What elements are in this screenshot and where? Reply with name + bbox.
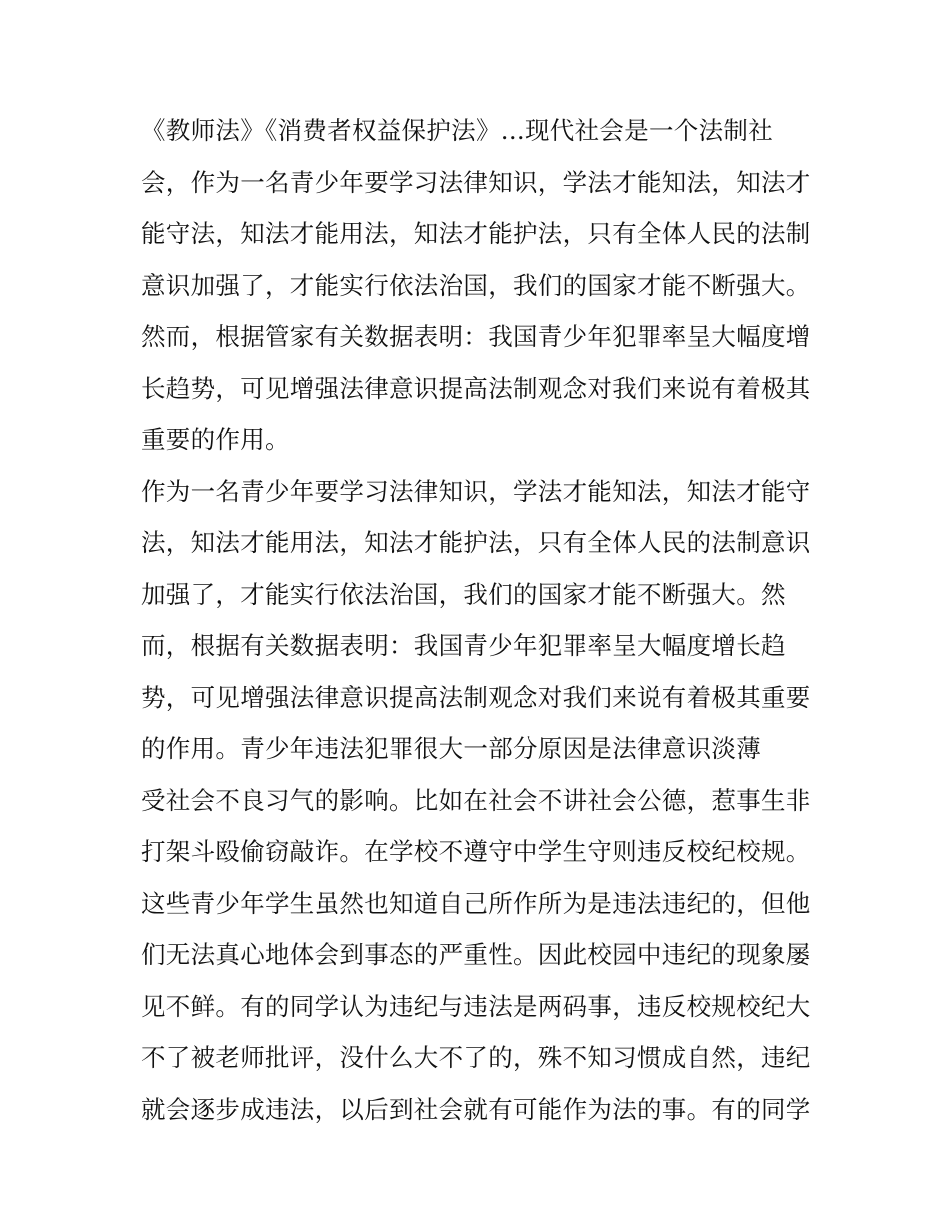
text-line: 然而，根据管家有关数据表明：我国青少年犯罪率呈大幅度增 — [141, 322, 811, 351]
text-line: 能守法，知法才能用法，知法才能护法，只有全体人民的法制 — [141, 219, 811, 248]
text-line: 法，知法才能用法，知法才能护法，只有全体人民的法制意识 — [141, 528, 811, 557]
text-line: 《教师法》《消费者权益保护法》...现代社会是一个法制社 — [141, 116, 774, 145]
text-line: 不了被老师批评，没什么大不了的，殊不知习惯成自然，违纪 — [141, 1043, 811, 1072]
text-line: 这些青少年学生虽然也知道自己所作所为是违法违纪的，但他 — [141, 888, 811, 918]
text-line: 就会逐步成违法，以后到社会就有可能作为法的事。有的同学 — [141, 1094, 811, 1124]
text-line: 们无法真心地体会到事态的严重性。因此校园中违纪的现象屡 — [141, 940, 811, 969]
text-line: 长趋势，可见增强法律意识提高法制观念对我们来说有着极其 — [141, 373, 811, 403]
text-line: 打架斗殴偷窃敲诈。在学校不遵守中学生守则违反校纪校规。 — [141, 837, 811, 866]
document-text — [141, 105, 821, 1135]
text-line: 会，作为一名青少年要学习法律知识，学法才能知法，知法才 — [141, 167, 811, 197]
text-line: 重要的作用。 — [141, 425, 290, 454]
text-line: 而，根据有关数据表明：我国青少年犯罪率呈大幅度增长趋 — [141, 631, 786, 660]
text-line: 受社会不良习气的影响。比如在社会不讲社会公德，惹事生非 — [141, 785, 811, 815]
text-line: 意识加强了，才能实行依法治国，我们的国家才能不断强大。 — [141, 270, 811, 300]
text-line: 加强了，才能实行依法治国，我们的国家才能不断强大。然 — [141, 579, 786, 609]
text-line: 作为一名青少年要学习法律知识，学法才能知法，知法才能守 — [141, 476, 811, 506]
text-line: 势，可见增强法律意识提高法制观念对我们来说有着极其重要 — [141, 682, 811, 712]
text-line: 见不鲜。有的同学认为违纪与违法是两码事，违反校规校纪大 — [141, 991, 811, 1021]
text-line: 的作用。青少年违法犯罪很大一部分原因是法律意识淡薄 — [141, 734, 761, 763]
